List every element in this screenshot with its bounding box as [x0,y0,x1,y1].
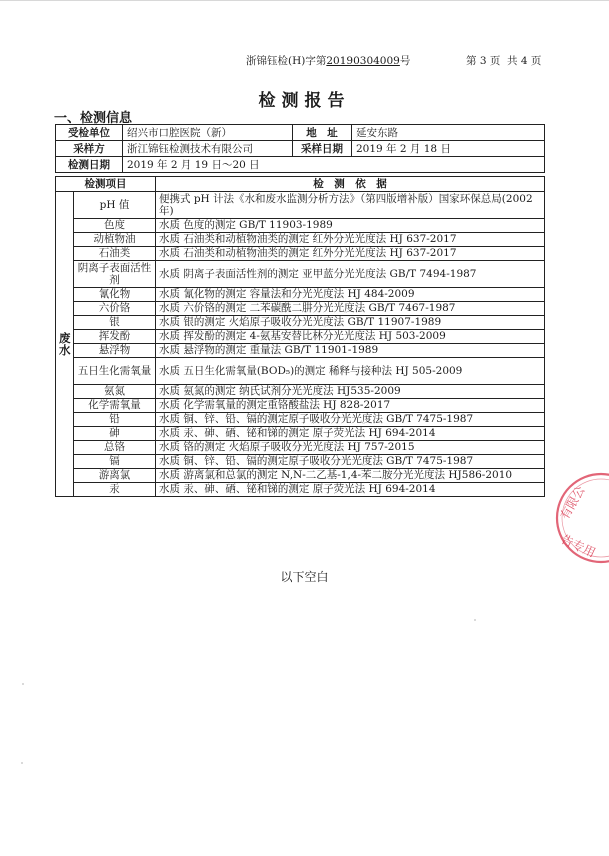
item-column-header: 检测项目 [56,177,156,192]
test-item: 氰化物 [74,288,156,302]
table-row [56,219,545,233]
test-method: 水质 化学需氧量的测定重铬酸盐法 HJ 828-2017 [156,399,545,413]
client-value: 绍兴市口腔医院（新） [123,125,293,141]
test-method: 水质 石油类和动植物油类的测定 红外分光光度法 HJ 637-2017 [156,233,545,247]
blank-below-note: 以下空白 [280,570,329,584]
test-item: 氨氮 [74,385,156,399]
test-method: 水质 银的测定 火焰原子吸收分光光度法 GB/T 11907-1989 [156,316,545,330]
method-table [55,176,545,497]
scan-speck [474,619,476,621]
table-row [56,399,545,413]
test-item: 铅 [74,413,156,427]
report-title: 检测报告 [258,91,351,111]
test-method: 水质 石油类和动植物油类的测定 红外分光光度法 HJ 637-2017 [156,247,545,261]
test-item: 汞 [74,483,156,497]
test-item: 总铬 [74,441,156,455]
test-item: 银 [74,316,156,330]
table-row [56,233,545,247]
report-reference [246,53,410,68]
test-item: 六价铬 [74,302,156,316]
client-label: 受检单位 [56,125,123,141]
test-item: 挥发酚 [74,330,156,344]
svg-text:有限公: 有限公 [557,483,588,522]
test-item: 镉 [74,455,156,469]
section-heading: 一、检测信息 [54,111,133,126]
sampler-value: 浙江锦钰检测技术有限公司 [123,141,293,157]
test-method: 水质 氨氮的测定 纳氏试剂分光光度法 HJ535-2009 [156,385,545,399]
table-row [56,427,545,441]
test-item: 色度 [74,219,156,233]
test-item: pH 值 [74,192,156,219]
test-item: 五日生化需氧量 [74,358,156,385]
ref-suffix: 号 [399,55,411,67]
test-method: 水质 色度的测定 GB/T 11903-1989 [156,219,545,233]
page-top-edge [0,0,609,1]
info-row [56,157,545,173]
test-method: 水质 汞、砷、硒、铋和锑的测定 原子荧光法 HJ 694-2014 [156,427,545,441]
table-row [56,192,545,219]
test-date-value: 2019 年 2 月 19 日～20 日 [123,157,545,173]
test-method: 水质 五日生化需氧量(BOD₅)的测定 稀释与接种法 HJ 505-2009 [156,358,545,385]
table-row [56,469,545,483]
sampler-label: 采样方 [56,141,123,157]
table-row [56,330,545,344]
ref-number: 20190304009 [326,55,400,67]
table-row [56,247,545,261]
test-method: 水质 铜、锌、铅、镉的测定原子吸收分光光度法 GB/T 7475-1987 [156,455,545,469]
test-method: 水质 氰化物的测定 容量法和分光光度法 HJ 484-2009 [156,288,545,302]
test-method: 水质 挥发酚的测定 4-氨基安替比林分光光度法 HJ 503-2009 [156,330,545,344]
table-row [56,302,545,316]
table-row [56,316,545,330]
table-row [56,261,545,288]
method-table-header [56,177,545,192]
table-row [56,288,545,302]
test-item: 阴离子表面活性剂 [74,261,156,288]
category-cell: 废水 [56,192,74,497]
table-row [56,358,545,385]
test-item: 游离氯 [74,469,156,483]
sampling-date-value: 2019 年 2 月 18 日 [352,141,545,157]
table-row [56,385,545,399]
info-row [56,125,545,141]
address-label: 地 址 [293,125,352,141]
test-method: 水质 阴离子表面活性剂的测定 亚甲蓝分光光度法 GB/T 7494-1987 [156,261,545,288]
test-method: 水质 铬的测定 火焰原子吸收分光光度法 HJ 757-2015 [156,441,545,455]
test-method: 便携式 pH 计法《水和废水监测分析方法》（第四版增补版）国家环保总局(2002 年) [156,192,545,219]
page-number: 第 3 页 [466,55,501,67]
company-seal-stamp [553,470,609,566]
test-date-label: 检测日期 [56,157,123,173]
info-row [56,141,545,157]
test-item: 动植物油 [74,233,156,247]
table-row [56,455,545,469]
table-row [56,344,545,358]
test-method: 水质 游离氯和总氯的测定 N,N-二乙基-1,4-苯二胺分光光度法 HJ586-2010 [156,469,545,483]
test-method: 水质 悬浮物的测定 重量法 GB/T 11901-1989 [156,344,545,358]
table-row [56,413,545,427]
address-value: 延安东路 [352,125,545,141]
info-table [55,124,545,173]
test-item: 石油类 [74,247,156,261]
table-row [56,441,545,455]
page-total: 共 4 页 [507,55,542,67]
table-row [56,483,545,497]
test-item: 悬浮物 [74,344,156,358]
test-method: 水质 铜、锌、铅、镉的测定原子吸收分光光度法 GB/T 7475-1987 [156,413,545,427]
sampling-date-label: 采样日期 [293,141,352,157]
svg-text:告专用: 告专用 [559,532,598,561]
scan-speck [21,762,23,764]
ref-prefix: 浙锦钰检(H)字第 [246,55,327,67]
page-indicator [466,53,541,68]
method-table-body [56,177,545,497]
test-method: 水质 六价铬的测定 二苯碳酰二肼分光光度法 GB/T 7467-1987 [156,302,545,316]
basis-column-header: 检 测 依 据 [156,177,545,192]
test-item: 砷 [74,427,156,441]
test-item: 化学需氧量 [74,399,156,413]
scan-speck [22,683,24,685]
test-method: 水质 汞、砷、硒、铋和锑的测定 原子荧光法 HJ 694-2014 [156,483,545,497]
